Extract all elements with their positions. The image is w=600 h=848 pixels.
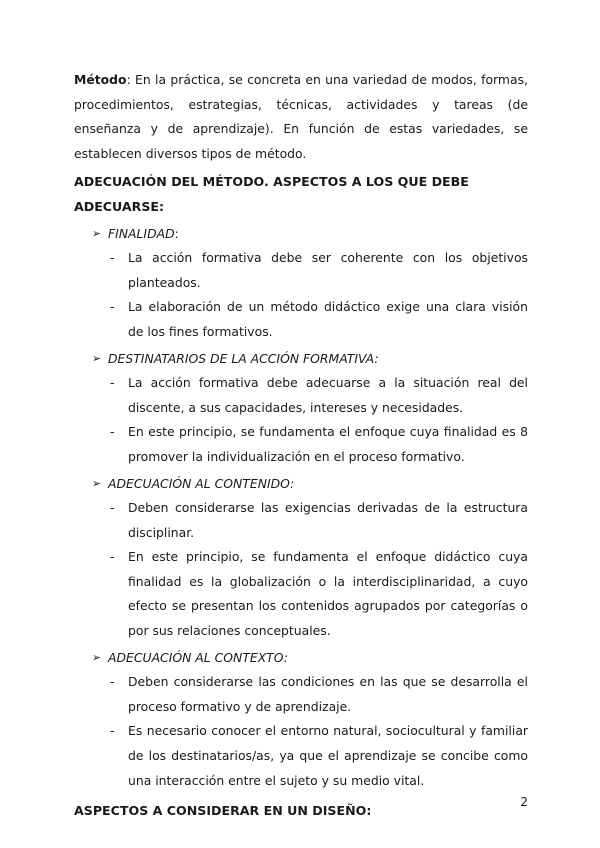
list-item: - En este principio, se fundamenta el enfoque didáctico cuya finalidad es la globalización o la interdisciplinaridad, a cuyo efecto se presentan los contenidos agrupados por categorías o por sus relaciones conceptuales. (128, 545, 528, 643)
list-item: - La elaboración de un método didáctico exige una clara visión de los fines formativos. (128, 295, 528, 344)
dash-bullet-icon: - (110, 375, 115, 391)
page-number: 2 (520, 795, 528, 809)
heading-adecuacion: ADECUACIÓN DEL MÉTODO. ASPECTOS A LOS QUE DEBE ADECUARSE: (74, 174, 469, 214)
section-contenido-title: ➢ ADECUACIÓN AL CONTENIDO: (92, 472, 528, 497)
section-destinatarios-list (74, 371, 528, 469)
section-finalidad-title: ➢ FINALIDAD: (92, 222, 528, 247)
section-finalidad-list (74, 246, 528, 344)
intro-label: Método (74, 72, 127, 87)
list-item: - La acción formativa debe adecuarse a la situación real del discente, a sus capacidades, intereses y necesidades. (128, 371, 528, 420)
list-item: - Deben considerarse las condiciones en las que se desarrolla el proceso formativo y de aprendizaje. (128, 670, 528, 719)
dash-bullet-icon: - (110, 500, 115, 516)
section-contexto-list (74, 670, 528, 793)
dash-bullet-icon: - (110, 424, 115, 440)
section-destinatarios-title: ➢ DESTINATARIOS DE LA ACCIÓN FORMATIVA: (92, 347, 528, 372)
dash-bullet-icon: - (110, 299, 115, 315)
arrow-bullet-icon: ➢ (92, 476, 102, 490)
heading-aspectos-diseno: ASPECTOS A CONSIDERAR EN UN DISEÑO: (74, 803, 372, 819)
list-item: - En este principio, se fundamenta el enfoque cuya finalidad es 8 promover la individualización en el proceso formativo. (128, 420, 528, 469)
dash-bullet-icon: - (110, 674, 115, 690)
list-item: - Deben considerarse las exigencias derivadas de la estructura disciplinar. (128, 496, 528, 545)
section-contenido-list (74, 496, 528, 644)
arrow-bullet-icon: ➢ (92, 351, 102, 365)
arrow-bullet-icon: ➢ (92, 226, 102, 240)
dash-bullet-icon: - (110, 549, 115, 565)
arrow-bullet-icon: ➢ (92, 650, 102, 664)
list-item: - Es necesario conocer el entorno natural, sociocultural y familiar de los destinatarios/as, ya que el aprendizaje se concibe como una interacción entre el sujeto y su medio vital. (128, 719, 528, 793)
intro-paragraph (74, 68, 528, 166)
section-contexto-title: ➢ ADECUACIÓN AL CONTEXTO: (92, 646, 528, 671)
page-content (74, 68, 528, 824)
intro-text: : En la práctica, se concreta en una variedad de modos, formas, procedimientos, estrategias, técnicas, actividades y tareas (de enseñanza y de aprendizaje). En función de estas variedades, se establecen diversos tipos de método. (74, 72, 528, 161)
list-item: - La acción formativa debe ser coherente con los objetivos planteados. (128, 246, 528, 295)
dash-bullet-icon: - (110, 250, 115, 266)
dash-bullet-icon: - (110, 723, 115, 739)
